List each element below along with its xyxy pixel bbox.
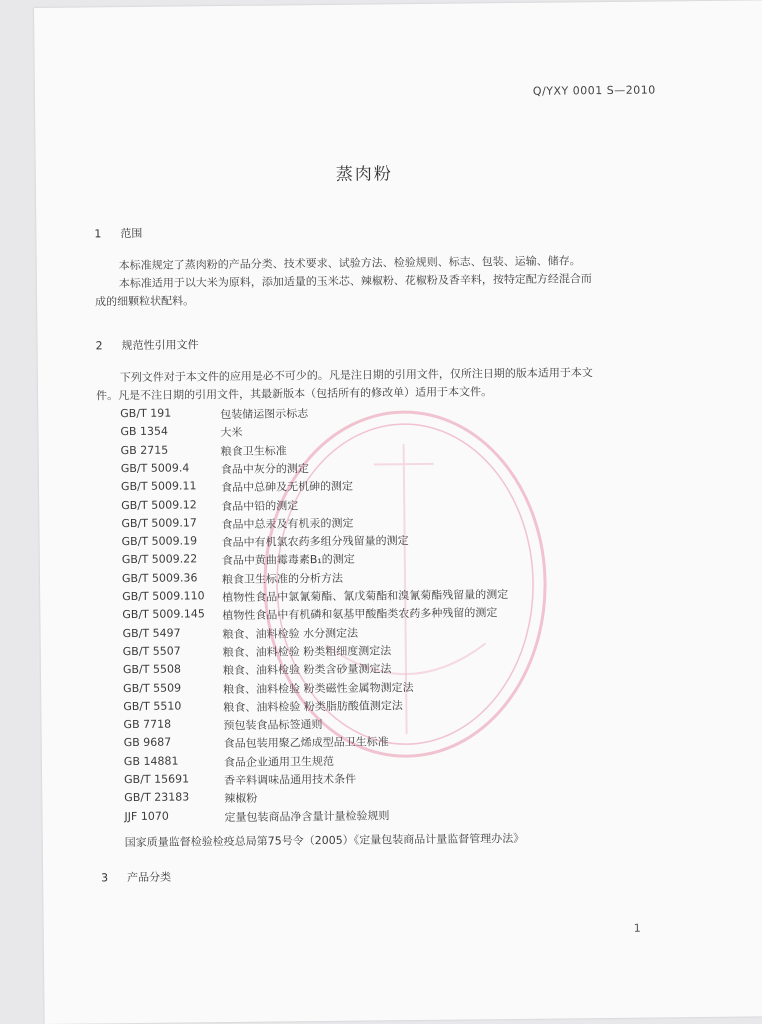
reference-code: GB/T 23183 bbox=[124, 790, 190, 805]
reference-title: 包装储运图示标志 bbox=[220, 407, 309, 422]
reference-title: 粮食、油料检验 粉类粗细度测定法 bbox=[222, 644, 392, 659]
reference-title: 定量包装商品净含量计量检验规则 bbox=[224, 808, 390, 824]
reference-code: GB 7718 bbox=[123, 717, 172, 732]
document-page bbox=[34, 0, 762, 1024]
reference-code: GB/T 5009.17 bbox=[121, 516, 197, 530]
reference-code: GB/T 5508 bbox=[122, 662, 181, 677]
reference-title: 植物性食品中氯氰菊酯、氰戊菊酯和溴氰菊酯残留量的测定 bbox=[222, 588, 509, 605]
reference-title: 辣椒粉 bbox=[224, 792, 258, 806]
standard-code: Q/YXY 0001 S—2010 bbox=[532, 83, 656, 98]
paragraph-line: 成的细颗粒状配料。 bbox=[95, 294, 195, 309]
reference-title: 粮食卫生标准 bbox=[220, 443, 287, 458]
reference-note: 国家质量监督检验检疫总局第75号令（2005）《定量包装商品计量监督管理办法》 bbox=[124, 831, 525, 850]
paragraph-line: 本标准适用于以大米为原料，添加适量的玉米芯、辣椒粉、花椒粉及香辛料，按特定配方经混合而 bbox=[118, 272, 592, 291]
reference-code: GB/T 5009.22 bbox=[121, 552, 198, 567]
reference-title: 大米 bbox=[220, 426, 243, 440]
reference-code: GB/T 5509 bbox=[123, 680, 182, 695]
reference-code: GB 1354 bbox=[120, 424, 169, 439]
reference-title: 粮食卫生标准的分析方法 bbox=[221, 571, 344, 586]
reference-title: 粮食、油料检验 粉类脂肪酸值测定法 bbox=[223, 698, 403, 714]
reference-code: GB/T 5009.12 bbox=[121, 497, 197, 512]
section-number: 1 bbox=[94, 227, 102, 241]
reference-title: 植物性食品中有机磷和氨基甲酸酯类农药多种残留的测定 bbox=[222, 606, 498, 623]
paragraph-line: 下列文件对于本文件的应用是必不可少的。凡是注日期的引用文件，仅所注日期的版本适用于本文 bbox=[119, 366, 593, 385]
reference-title: 粮食、油料检验 粉类含砂量测定法 bbox=[222, 662, 392, 678]
reference-code: GB 2715 bbox=[120, 443, 169, 457]
section-title: 范围 bbox=[120, 226, 143, 241]
reference-code: GB/T 5009.19 bbox=[121, 534, 198, 549]
reference-code: GB 14881 bbox=[123, 754, 179, 768]
reference-title: 食品中铅的测定 bbox=[221, 498, 299, 513]
reference-title: 食品中总汞及有机汞的测定 bbox=[221, 516, 354, 531]
reference-title: 食品企业通用卫生规范 bbox=[223, 754, 334, 769]
reference-code: GB/T 5009.11 bbox=[120, 479, 197, 494]
reference-title: 食品中有机氯农药多组分残留量的测定 bbox=[221, 534, 409, 550]
reference-title: 食品中灰分的测定 bbox=[220, 462, 309, 476]
section-1-body bbox=[95, 252, 656, 312]
reference-title: 粮食、油料检验 水分测定法 bbox=[222, 626, 359, 641]
section-2-heading bbox=[95, 336, 198, 353]
reference-code: GB/T 5009.36 bbox=[121, 571, 198, 585]
reference-code: GB/T 5009.145 bbox=[122, 607, 205, 622]
section-title: 产品分类 bbox=[127, 870, 172, 885]
reference-title: 食品中黄曲霉毒素B₁的测定 bbox=[221, 553, 355, 568]
reference-code: GB/T 5507 bbox=[122, 644, 181, 658]
section-3-heading bbox=[101, 869, 171, 886]
reference-title: 食品包装用聚乙烯成型品卫生标准 bbox=[223, 735, 389, 751]
reference-code: GB/T 191 bbox=[120, 406, 172, 421]
reference-title: 食品中总砷及无机砷的测定 bbox=[220, 479, 354, 495]
reference-title: 粮食、油料检验 粉类磁性金属物测定法 bbox=[223, 680, 414, 696]
page-number: 1 bbox=[633, 921, 641, 935]
reference-code: GB/T 5009.110 bbox=[122, 589, 205, 604]
section-title: 规范性引用文件 bbox=[121, 338, 199, 353]
reference-code: JJF 1070 bbox=[124, 809, 169, 823]
section-number: 3 bbox=[101, 871, 109, 885]
reference-title: 香辛料调味品通用技术条件 bbox=[224, 772, 357, 788]
reference-code: GB/T 5009.4 bbox=[120, 461, 190, 476]
reference-code: GB/T 5510 bbox=[123, 699, 182, 713]
reference-title: 预包装食品标签通则 bbox=[223, 718, 323, 733]
paragraph-line: 本标准规定了蒸肉粉的产品分类、技术要求、试验方法、检验规则、标志、包装、运输、储存。 bbox=[118, 254, 581, 273]
reference-code: GB 9687 bbox=[123, 735, 172, 750]
document-title: 蒸肉粉 bbox=[335, 164, 393, 185]
paragraph-line: 件。凡是不注日期的引用文件，其最新版本（包括所有的修改单）适用于本文件。 bbox=[95, 385, 493, 403]
section-number: 2 bbox=[95, 339, 103, 353]
reference-code: GB/T 15691 bbox=[124, 772, 190, 787]
reference-code: GB/T 5497 bbox=[122, 626, 181, 640]
section-2-intro bbox=[96, 364, 656, 406]
section-1-heading bbox=[94, 225, 142, 242]
